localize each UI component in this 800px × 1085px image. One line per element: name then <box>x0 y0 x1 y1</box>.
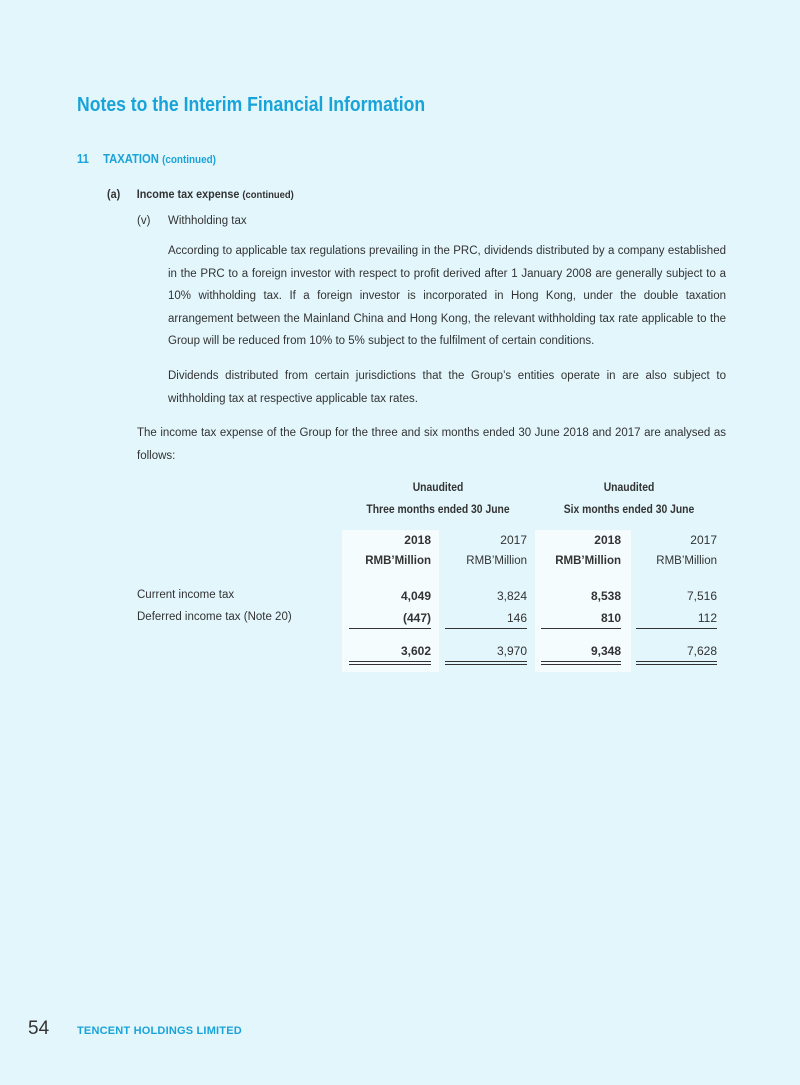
unit-header: RMB’Million <box>555 555 621 567</box>
total-cell: 7,628 <box>686 644 717 658</box>
unit-header: RMB’Million <box>656 555 717 567</box>
item-heading <box>137 215 247 227</box>
year-header: 2017 <box>500 533 527 547</box>
total-cell: 3,602 <box>400 644 431 658</box>
paragraph-withholding-rules: According to applicable tax regulations prevailing in the PRC, dividends distributed by a company established in the PRC to a foreign investor with respect to profit derived after 1 January 2008 are generally subject to a 10% withholding tax. If a foreign investor is incorporated in Hong Kong, under the double taxation arrangement between the Mainland China and Hong Kong, the relevant withholding tax rate applicable to the Group will be reduced from 10% to 5% subject to the fulfilment of certain conditions. <box>168 245 726 347</box>
table-cell: 112 <box>697 611 717 625</box>
subsection-letter: (a) <box>107 187 121 201</box>
group-status-three-months: Unaudited <box>412 482 464 494</box>
row-label-deferred-income-tax: Deferred income tax (Note 20) <box>137 611 292 623</box>
year-header: 2017 <box>690 533 717 547</box>
unit-header: RMB’Million <box>466 555 527 567</box>
subsection-heading <box>107 187 294 201</box>
item-title: Withholding tax <box>168 215 247 227</box>
table-cell: 7,516 <box>686 589 717 603</box>
item-numeral: (v) <box>137 215 151 227</box>
table-cell: 4,049 <box>400 589 431 603</box>
total-double-rule <box>636 661 717 665</box>
year-header: 2018 <box>404 533 431 547</box>
table-cell: (447) <box>402 611 431 625</box>
section-number: 11 <box>77 152 89 166</box>
section-heading <box>77 152 216 166</box>
company-name: TENCENT HOLDINGS LIMITED <box>77 1025 242 1037</box>
group-period-three-months: Three months ended 30 June <box>366 504 510 516</box>
row-label-current-income-tax: Current income tax <box>137 589 235 601</box>
unit-header: RMB’Million <box>365 555 431 567</box>
group-period-six-months: Six months ended 30 June <box>563 504 695 516</box>
subtotal-rule <box>445 628 527 629</box>
table-cell: 810 <box>600 611 621 625</box>
subtotal-rule <box>636 628 717 629</box>
table-cell: 8,538 <box>590 589 621 603</box>
total-double-rule <box>541 661 621 665</box>
paragraph-table-intro: The income tax expense of the Group for the three and six months ended 30 June 2018 and 2017 are analysed as follows: <box>137 427 726 462</box>
section-title: TAXATION <box>103 152 159 166</box>
subsection-title: Income tax expense <box>136 187 240 201</box>
paragraph-other-jurisdictions: Dividends distributed from certain jurisdictions that the Group’s entities operate in are also subject to withholding tax at respective applicable tax rates. <box>168 370 726 405</box>
subtotal-rule <box>349 628 431 629</box>
table-cell: 3,824 <box>496 589 527 603</box>
table-cell: 146 <box>506 611 527 625</box>
section-suffix: (continued) <box>162 154 216 166</box>
subsection-suffix: (continued) <box>242 189 294 201</box>
page-number: 54 <box>28 1018 50 1039</box>
group-status-six-months: Unaudited <box>603 482 655 494</box>
total-cell: 3,970 <box>496 644 527 658</box>
subtotal-rule <box>541 628 621 629</box>
page-title: Notes to the Interim Financial Information <box>77 94 426 116</box>
year-header: 2018 <box>594 533 621 547</box>
total-cell: 9,348 <box>590 644 621 658</box>
total-double-rule <box>445 661 527 665</box>
total-double-rule <box>349 661 431 665</box>
